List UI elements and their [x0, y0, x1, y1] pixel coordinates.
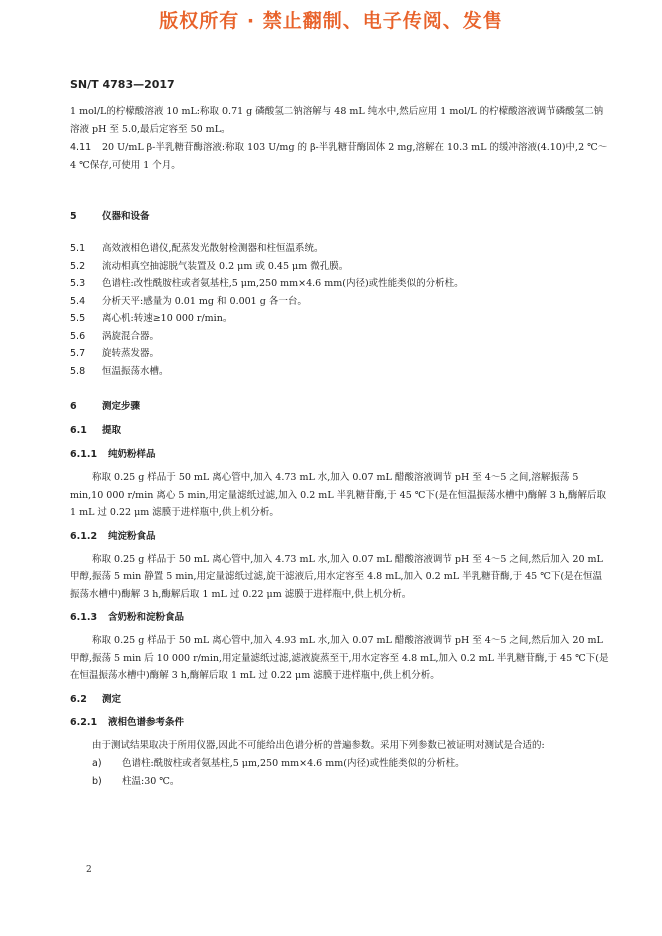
section-6-1-3-heading [70, 609, 610, 627]
item-text: 旋转蒸发器。 [102, 348, 160, 359]
standard-code-header: SN/T 4783—2017 [70, 78, 175, 91]
section-6-1-heading [70, 422, 610, 440]
clause-4-11 [70, 139, 610, 174]
item-number: 5.7 [70, 348, 86, 359]
list-item [70, 773, 610, 791]
list-item [70, 363, 610, 381]
section-6-2-heading [70, 691, 610, 709]
item-number: 5.6 [70, 330, 86, 342]
section-number: 5 [70, 211, 77, 222]
item-text: 色谱柱:改性酰胺柱或者氨基柱,5 μm,250 mm×4.6 mm(内径)或性能类似的分析柱。 [102, 278, 464, 289]
item-text: 恒温振荡水槽。 [102, 365, 169, 377]
item-number: 5.1 [70, 243, 86, 254]
item-number: 5.4 [70, 295, 86, 307]
paragraph-4-10-continuation: 1 mol/L的柠檬酸溶液 10 mL:称取 0.71 g 磷酸氢二钠溶解与 48 mL 纯水中,然后应用 1 mol/L 的柠檬酸溶液调节磷酸氢二钠溶液 pH 至 5.0,最后定容至 50 mL。 [70, 106, 604, 135]
paragraph-6-1-1: 称取 0.25 g 样品于 50 mL 离心管中,加入 4.73 mL 水,加入 0.07 mL 醋酸溶液调节 pH 至 4～5 之间,溶解振荡 5 min,10 000 r/min 离心 5 min,用定量滤纸过滤,加入 0.2 mL 半乳糖苷酶,于 45 ℃下(是在恒温振荡水槽中)酶解 3 h,酶解后取 1 mL 过 0.22 μm 滤膜于进样瓶中,供上机分析。 [70, 472, 607, 518]
section-6-2-1-heading [70, 714, 610, 732]
section-number: 6.2 [70, 693, 87, 705]
item-text: 流动相真空抽滤脱气装置及 0.2 μm 或 0.45 μm 微孔膜。 [102, 260, 349, 272]
list-item [70, 258, 610, 276]
section-number: 6.2.1 [70, 716, 98, 728]
page-number: 2 [86, 865, 92, 875]
section-number: 6 [70, 401, 77, 412]
section-number: 6.1.2 [70, 530, 98, 542]
paragraph-6-1-3: 称取 0.25 g 样品于 50 mL 离心管中,加入 4.93 mL 水,加入 0.07 mL 醋酸溶液调节 pH 至 4～5 之间,然后加入 20 mL 甲醇,振荡 5 min 后 10 000 r/min,用定量滤纸过滤,滤液旋蒸至干,用水定容至 4.8 mL,加入 0.2 mL 半乳糖苷酶,于 45 ℃下(是在恒温振荡水槽中)酶解 3 h,酶解后取 1 mL 过 0.22 μm 滤膜于进样瓶中,供上机分析。 [70, 635, 609, 681]
section-number: 6.1.1 [70, 449, 98, 460]
section-title: 含奶粉和淀粉食品 [108, 612, 185, 623]
list-item [70, 310, 610, 328]
item-text: 色谱柱:酰胺柱或者氨基柱,5 μm,250 mm×4.6 mm(内径)或性能类似的分析柱。 [122, 758, 465, 769]
item-number: 5.3 [70, 278, 86, 289]
section-title: 纯淀粉食品 [108, 530, 156, 542]
paragraph-6-1-2: 称取 0.25 g 样品于 50 mL 离心管中,加入 4.73 mL 水,加入 0.07 mL 醋酸溶液调节 pH 至 4～5 之间,然后加入 20 mL 甲醇,振荡 5 min 静置 5 min,用定量滤纸过滤,旋干滤液后,用水定容至 4.8 mL,加入 0.2 mL 半乳糖苷酶,于 45 ℃下(是在恒温振荡水槽中)酶解 3 h,酶解后取 1 mL 过 0.22 μm 滤膜于进样瓶中,供上机分析。 [70, 553, 603, 600]
section-title: 测定 [102, 693, 122, 705]
section-5-heading [70, 208, 610, 226]
item-text: 高效液相色谱仪,配蒸发光散射检测器和柱恒温系统。 [102, 243, 324, 254]
watermark-banner: 版权所有 · 禁止翻制、电子传阅、发售 [159, 10, 503, 32]
list-item [70, 293, 610, 311]
list-item [70, 240, 610, 258]
list-item [70, 755, 610, 773]
item-text: 涡旋混合器。 [102, 330, 160, 342]
item-text: 分析天平:感量为 0.01 mg 和 0.001 g 各一台。 [102, 295, 307, 307]
paragraph-6-2-1: 由于测试结果取决于所用仪器,因此不可能给出色谱分析的普遍参数。采用下列参数已被证明对测试是合适的: [92, 739, 545, 751]
list-item [70, 328, 610, 346]
document-body [70, 103, 610, 790]
section-title: 测定步骤 [102, 401, 141, 412]
item-number: b) [92, 775, 102, 787]
section-6-1-1-heading [70, 446, 610, 464]
clause-text: 20 U/mL β-半乳糖苷酶溶液:称取 103 U/mg 的 β-半乳糖苷酶固体 2 mg,溶解在 10.3 mL 的缓冲溶液(4.10)中,2 ℃～4 ℃保存,可使用 1 个月。 [70, 142, 608, 171]
section-title: 纯奶粉样品 [108, 449, 156, 460]
section-title: 液相色谱参考条件 [108, 716, 185, 728]
section-title: 仪器和设备 [102, 211, 150, 222]
item-text: 离心机:转速≥10 000 r/min。 [102, 313, 233, 324]
equipment-list [70, 240, 610, 380]
section-title: 提取 [102, 425, 122, 436]
item-text: 柱温:30 ℃。 [122, 775, 180, 787]
list-item [70, 345, 610, 363]
section-number: 6.1.3 [70, 612, 98, 623]
section-6-heading [70, 398, 610, 416]
list-item [70, 275, 610, 293]
item-number: 5.2 [70, 260, 86, 272]
clause-number: 4.11 [70, 142, 92, 153]
item-number: 5.5 [70, 313, 86, 324]
section-number: 6.1 [70, 425, 87, 436]
section-6-1-2-heading [70, 528, 610, 546]
item-number: 5.8 [70, 365, 86, 377]
item-number: a) [92, 758, 102, 769]
